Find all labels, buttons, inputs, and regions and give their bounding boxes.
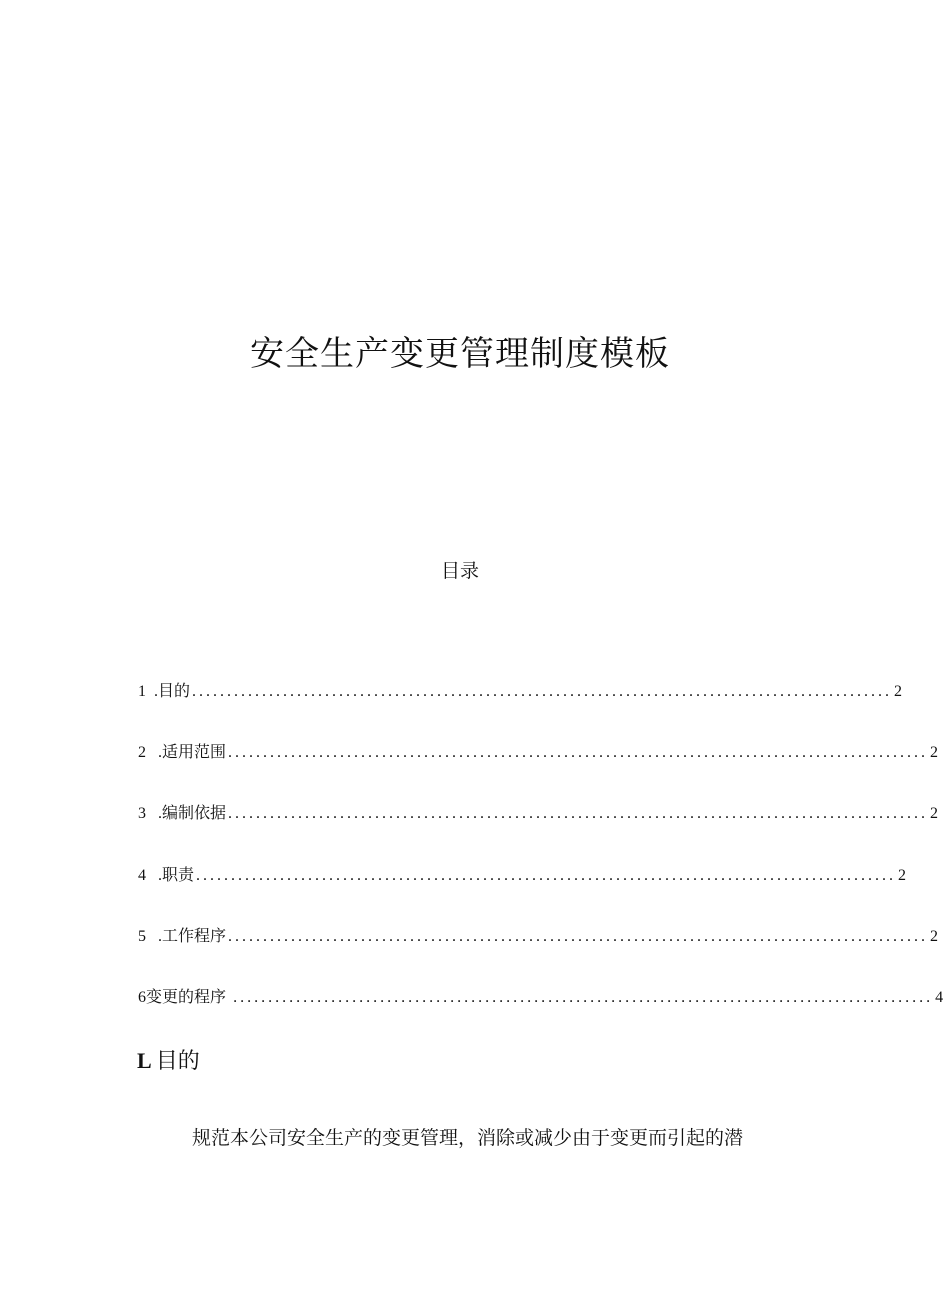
section-number: L xyxy=(137,1048,152,1073)
toc-entry-page: 2 xyxy=(898,867,907,884)
section-title: 目的 xyxy=(155,1049,200,1074)
toc-dot-leader: .................................................................................................... xyxy=(228,744,929,761)
toc-entry-page: 4 xyxy=(935,989,943,1006)
toc-entry-page: 2 xyxy=(930,805,939,822)
toc-entry-number: 4 . xyxy=(138,867,162,884)
toc-heading: 目录 xyxy=(440,560,479,582)
toc-entry-label: 编制依据 xyxy=(162,803,227,822)
section-heading xyxy=(137,1044,200,1075)
toc-entry[interactable] xyxy=(138,802,939,825)
body-paragraph: 规范本公司安全生产的变更管理，消除或减少由于变更而引起的潜 xyxy=(192,1127,744,1149)
toc-entry-page: 2 xyxy=(930,744,939,761)
toc-entry-number: 6 xyxy=(138,989,146,1006)
toc-entry[interactable] xyxy=(138,680,903,703)
toc-entry-page: 2 xyxy=(894,683,903,700)
toc-dot-leader: .................................................................................................... xyxy=(196,867,897,884)
toc-entry[interactable] xyxy=(138,925,939,948)
toc-entry-number: 2 . xyxy=(138,744,162,761)
toc-entry-label: 适用范围 xyxy=(162,742,227,761)
toc-entry-number: 5 . xyxy=(138,928,162,945)
toc-entry[interactable] xyxy=(138,741,939,764)
toc-entry-label: 职责 xyxy=(162,865,195,884)
toc-entry-page: 2 xyxy=(930,928,939,945)
toc-dot-leader: .................................................................................................... xyxy=(233,989,934,1006)
toc-dot-leader: .................................................................................................... xyxy=(228,928,929,945)
toc-entry-label: 目的 xyxy=(158,681,191,700)
document-title: 安全生产变更管理制度模板 xyxy=(250,334,670,374)
toc-dot-leader: .................................................................................................... xyxy=(192,683,893,700)
toc-entry[interactable] xyxy=(138,986,943,1009)
toc-dot-leader: .................................................................................................... xyxy=(228,805,929,822)
toc-entry-label: 变更的程序 xyxy=(146,987,232,1006)
toc-entry-number: 3 . xyxy=(138,805,162,822)
toc-entry-label: 工作程序 xyxy=(162,926,227,945)
toc-entry[interactable] xyxy=(138,864,907,887)
toc-entry-number: 1 . xyxy=(138,683,158,700)
